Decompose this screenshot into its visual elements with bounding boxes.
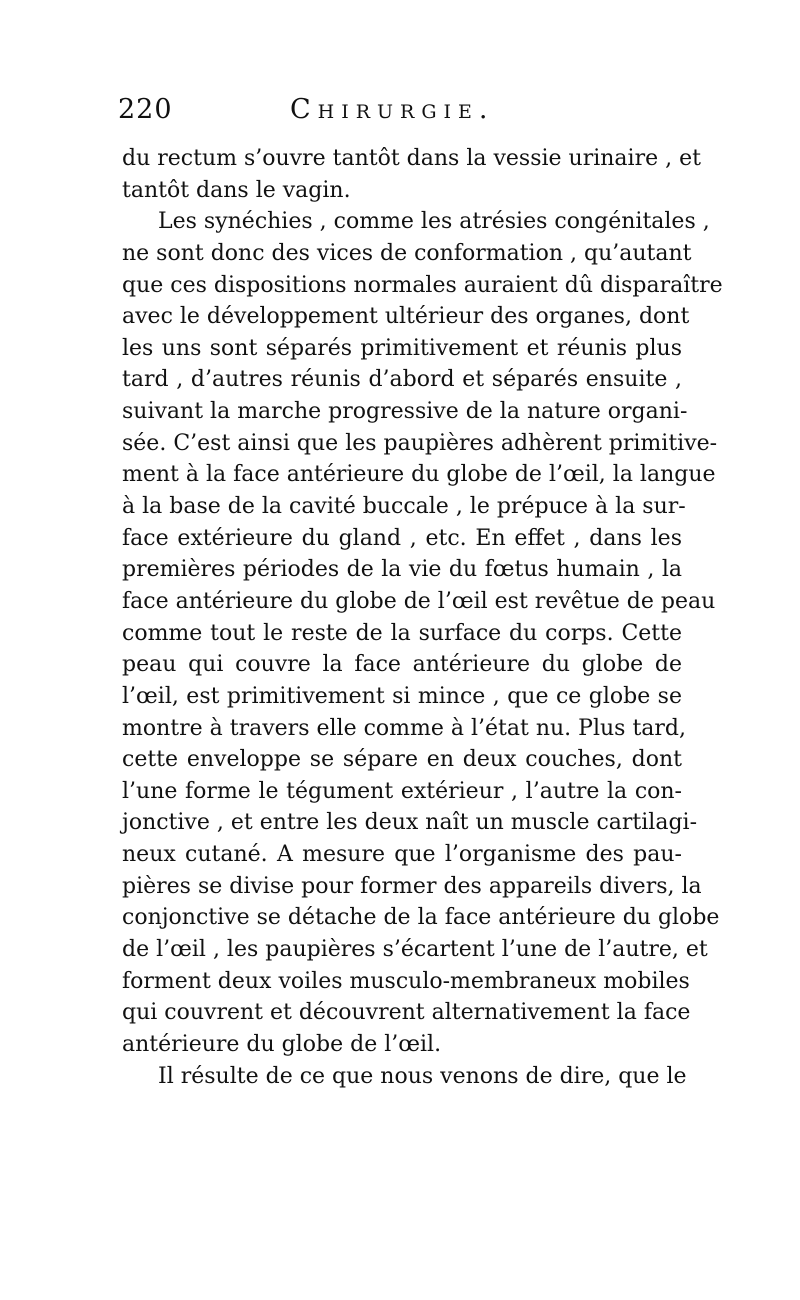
text-line: forment deux voiles musculo-membraneux mobiles [122,968,690,994]
text-line: de l’œil , les paupières s’écartent l’une de l’autre, et [122,937,708,963]
text-line: avec le développement ultérieur des organes, dont [122,304,690,330]
text-line: cette enveloppe se sépare en deux couches, dont [122,747,682,773]
text-line: l’œil, est primitivement si mince , que ce globe se [122,683,682,709]
text-line: tard , d’autres réunis d’abord et séparés ensuite , [122,367,682,393]
text-line: ment à la face antérieure du globe de l’œil, la langue [122,462,716,488]
text-line: qui couvrent et découvrent alternativement la face [122,1000,691,1026]
text-line: les uns sont séparés primitivement et réunis plus [122,335,682,361]
text-line: sée. C’est ainsi que les paupières adhèrent primitive- [122,430,718,456]
text-line: neux cutané. A mesure que l’organisme des pau- [122,842,682,868]
body-text [122,143,723,1092]
page-number: 220 [118,94,173,125]
page-header [118,94,678,134]
text-line: conjonctive se détache de la face antérieure du globe [122,905,720,931]
text-line: peau qui couvre la face antérieure du globe de [122,652,682,678]
text-line: que ces dispositions normales auraient dû disparaître [122,272,723,298]
text-line: pières se divise pour former des appareils divers, la [122,873,702,899]
text-line: comme tout le reste de la surface du corps. Cette [122,620,682,646]
text-line: jonctive , et entre les deux naît un muscle cartilagi- [122,810,697,836]
text-line: antérieure du globe de l’œil. [122,1031,442,1057]
text-line: face extérieure du gland , etc. En effet , dans les [122,525,682,551]
text-line: du rectum s’ouvre tantôt dans la vessie urinaire , et [122,146,701,171]
text-line: à la base de la cavité buccale , le prépuce à la sur- [122,494,686,520]
running-title: Chirurgie. [290,94,495,125]
text-line: premières périodes de la vie du fœtus humain , la [122,557,682,583]
text-line: tantôt dans le vagin. [122,177,351,203]
text-line: face antérieure du globe de l’œil est revêtue de peau [122,588,716,614]
text-line: suivant la marche progressive de la nature organi- [122,399,688,425]
text-line: Les synéchies , comme les atrésies congénitales , [158,209,710,235]
text-line: Il résulte de ce que nous venons de dire, que le [158,1063,687,1089]
text-line: l’une forme le tégument extérieur , l’autre la con- [122,778,682,804]
text-line: montre à travers elle comme à l’état nu. Plus tard, [122,715,686,741]
text-line: ne sont donc des vices de conformation , qu’autant [122,240,692,266]
